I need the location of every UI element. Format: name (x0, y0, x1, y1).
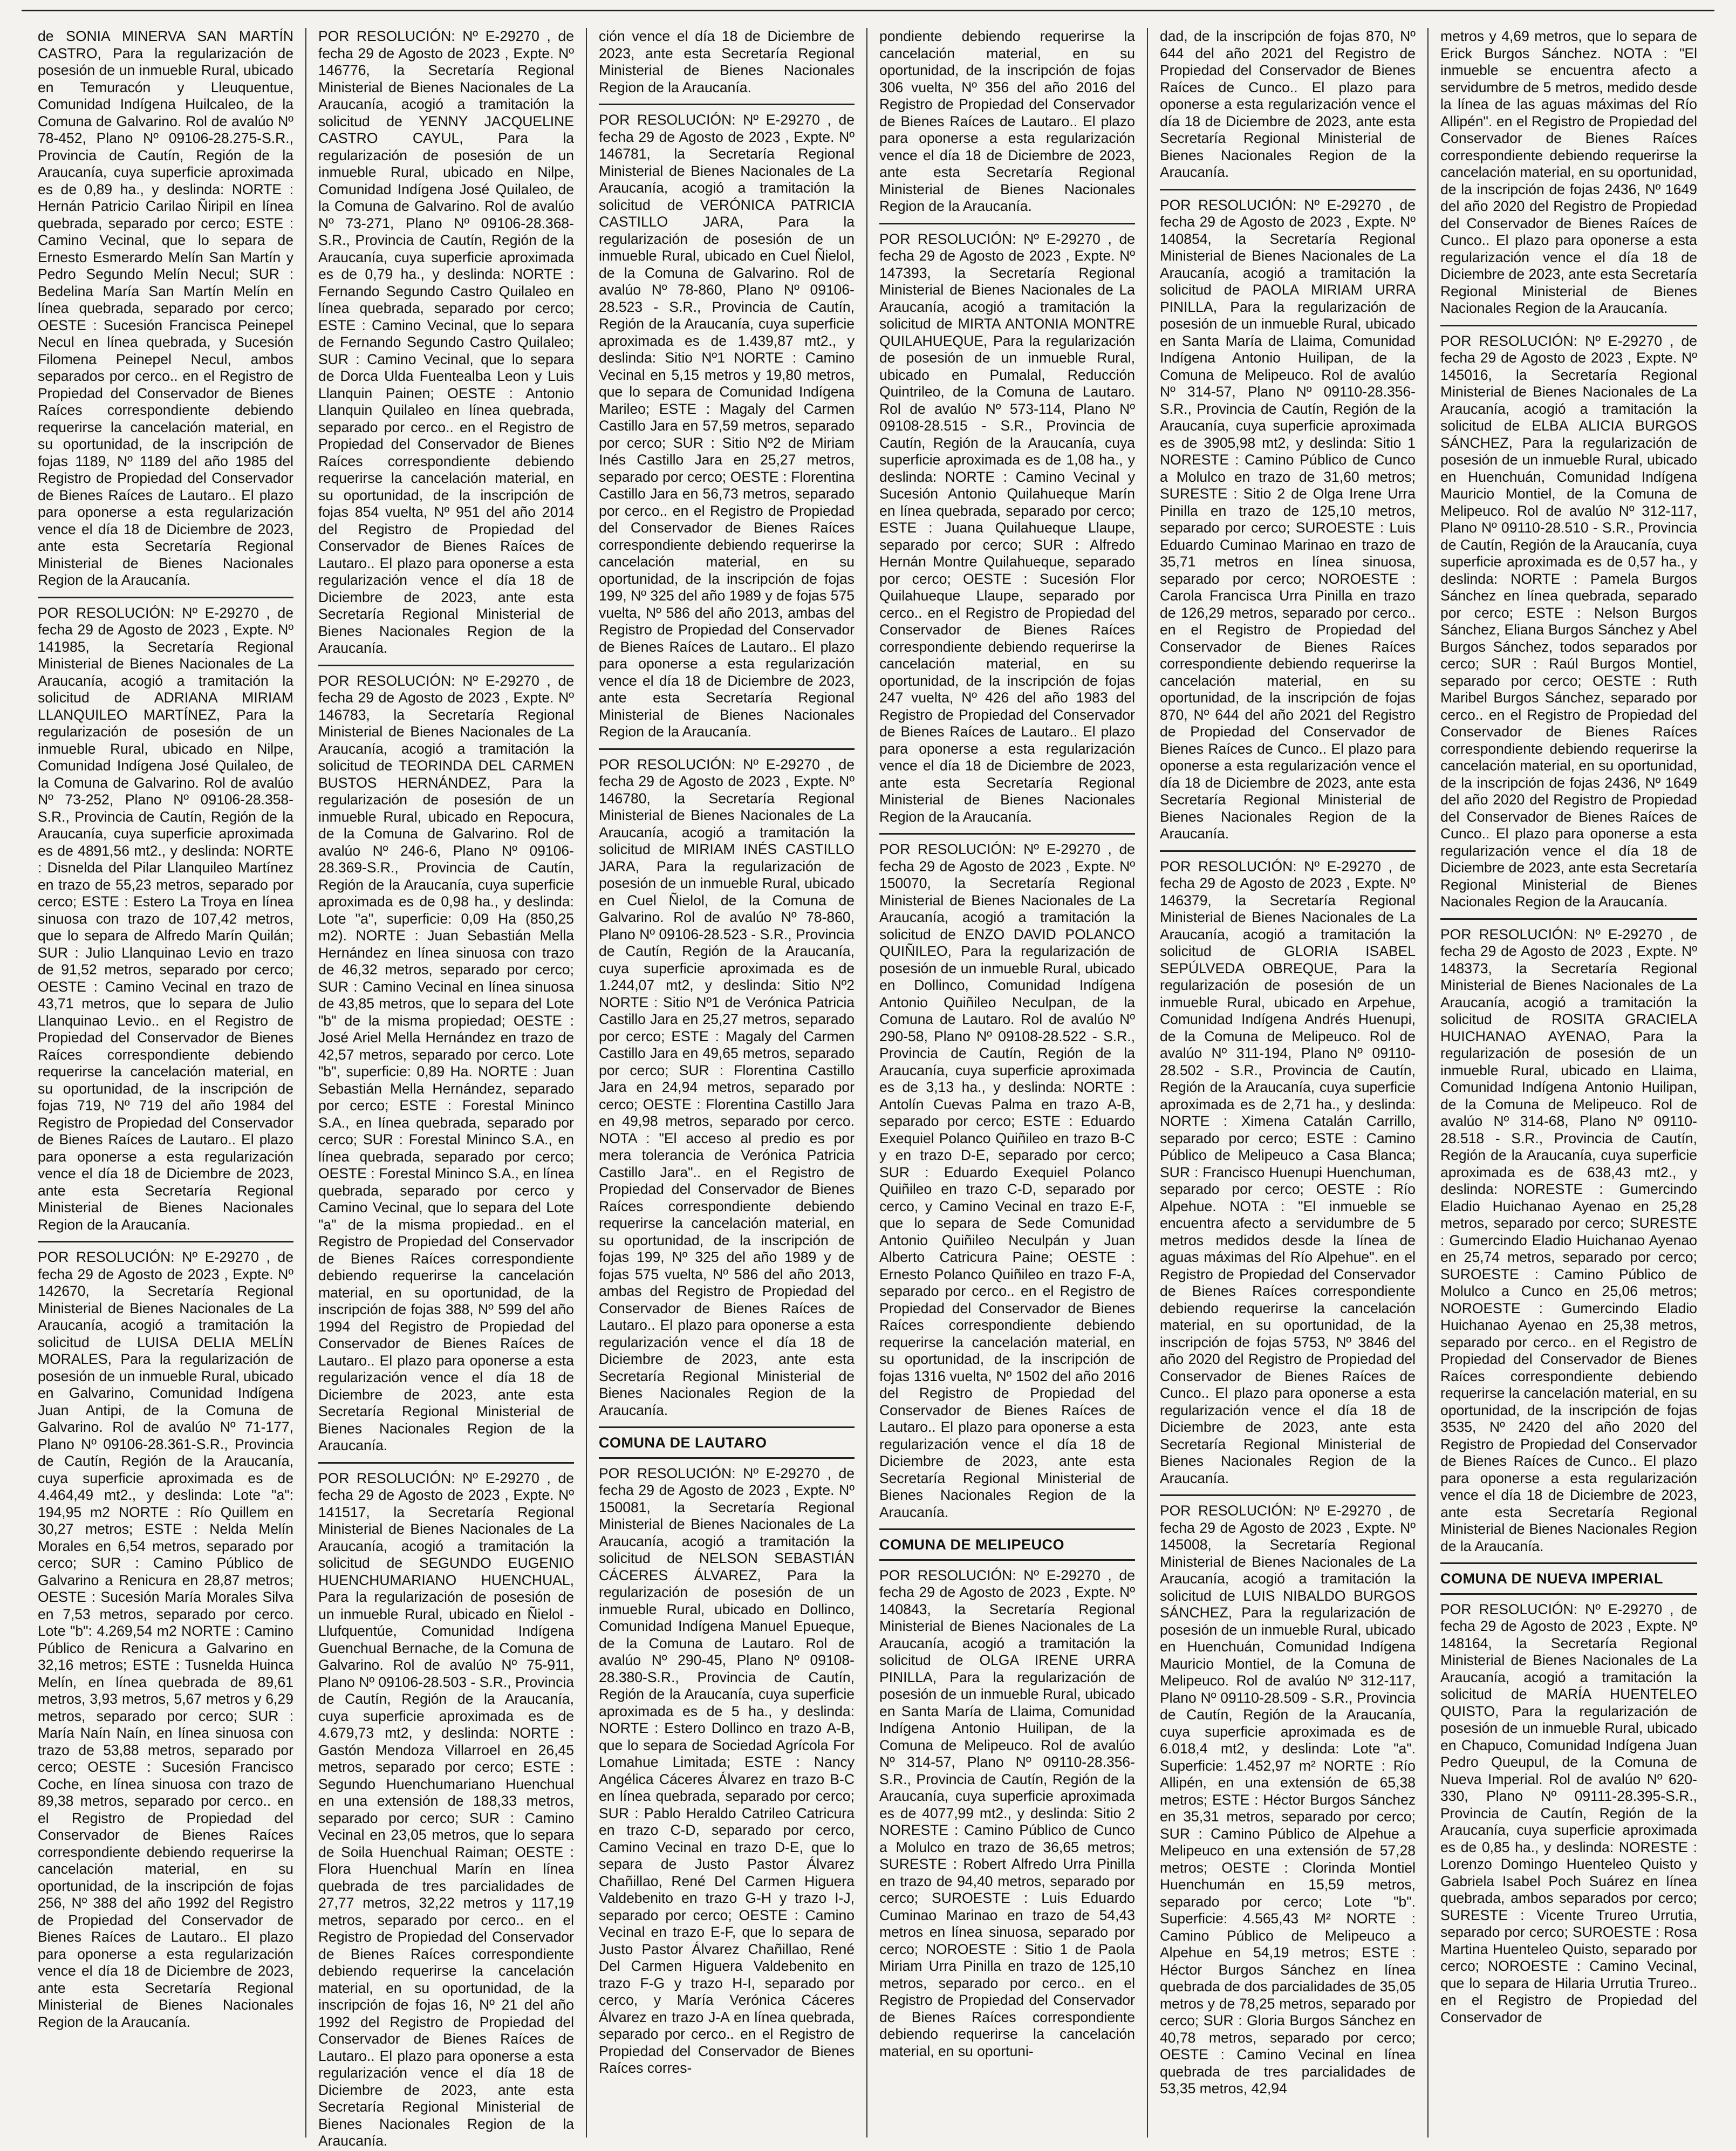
column-4 (867, 28, 1148, 2138)
section-heading: COMUNA DE LAUTARO (599, 1435, 767, 1451)
legal-notice (318, 28, 574, 657)
notice-separator (38, 597, 293, 598)
legal-notice (38, 605, 293, 1234)
section-heading: COMUNA DE NUEVA IMPERIAL (1440, 1570, 1664, 1587)
notice-text: POR RESOLUCIÓN: Nº E-29270 , de fecha 29 de Agosto de 2023 , Expte. Nº 146379, la Secretaría Regional Ministerial de Bienes Nacionales de La Araucanía, acogió a tramitación la solicitud de GLORIA ISABEL SEPÚLVEDA OBREQUE, Para la regularización de posesión de un inmueble Rural, ubicado en Arpehue, Comunidad Indígena Andrés Huenupi, de la Comuna de Melipeuco. Rol de avalúo Nº 311-194, Plano Nº 09110-28.502 - S.R., Provincia de Cautín, Región de la Araucanía, cuya superficie aproximada es de 2,71 ha., y deslinda: NORTE : Ximena Catalán Carrillo, separado por cerco; ESTE : Camino Público de Melipeuco a Casa Blanca; SUR : Francisco Huenupi Huenchuman, separado por cerco; OESTE : Río Alpehue. NOTA : "El inmueble se encuentra afecto a servidumbre de 5 metros medidos desde la línea de aguas máximas del Río Alpehue". en el Registro de Propiedad del Conservador de Bienes Raíces correspondiente debiendo requerirse la cancelación material, en su oportunidad, de la inscripción de fojas 5753, Nº 3846 del año 2020 del Registro de Propiedad del Conservador de Bienes Raíces de Cunco.. El plazo para oponerse a esta regularización vence el día 18 de Diciembre de 2023, ante esta Secretaría Regional Ministerial de Bienes Nacionales Region de la Araucanía. (1160, 858, 1416, 1486)
column-5 (1148, 28, 1429, 2138)
page-columns (26, 28, 1710, 2149)
legal-notice (1160, 28, 1416, 181)
notice-separator (879, 833, 1135, 835)
legal-notice (318, 673, 574, 1455)
legal-notice (599, 1465, 855, 2077)
legal-notice (1440, 333, 1697, 911)
notice-text: POR RESOLUCIÓN: Nº E-29270 , de fecha 29 de Agosto de 2023 , Expte. Nº 150070, la Secretaría Regional Ministerial de Bienes Nacionales de La Araucanía, acogió a tramitación la solicitud de ENZO DAVID POLANCO QUIÑILEO, Para la regularización de posesión de un inmueble Rural, ubicado en Dollinco, Comunidad Indígena Antonio Quiñileo Neculpan, de la Comuna de Lautaro. Rol de avalúo Nº 290-58, Plano Nº 09108-28.522 - S.R., Provincia de Cautín, Región de la Araucanía, cuya superficie aproximada es de 3,13 ha., y deslinda: NORTE : Antolín Cuevas Palma en trazo A-B, separado por cerco; ESTE : Eduardo Exequiel Polanco Quiñileo en trazo B-C y en trazo D-E, separado por cerco; SUR : Eduardo Exequiel Polanco Quiñileo en trazo C-D, separado por cerco, y Camino Vecinal en trazo E-F, que lo separa de Sede Comunidad Antonio Quiñileo Neculpán y Juan Alberto Catricura Paine; OESTE : Ernesto Polanco Quiñileo en trazo F-A, separado por cerco.. en el Registro de Propiedad del Conservador de Bienes Raíces correspondiente debiendo requerirse la cancelación material, en su oportunidad, de la inscripción de fojas 1316 vuelta, Nº 1502 del año 2016 del Registro de Propiedad del Conservador de Bienes Raíces de Lautaro.. El plazo para oponerse a esta regularización vence el día 18 de Diciembre de 2023, ante esta Secretaría Regional Ministerial de Bienes Nacionales Region de la Araucanía. (879, 841, 1135, 1520)
legal-notice (1160, 197, 1416, 843)
column-1 (26, 28, 306, 2138)
legal-notice (1160, 1503, 1416, 2098)
legal-notice (1440, 28, 1697, 317)
column-3 (587, 28, 867, 2138)
section-heading: COMUNA DE MELIPEUCO (879, 1537, 1065, 1553)
notice-text: POR RESOLUCIÓN: Nº E-29270 , de fecha 29 de Agosto de 2023 , Expte. Nº 146783, la Secretaría Regional Ministerial de Bienes Nacionales de La Araucanía, acogió a tramitación la solicitud de TEORINDA DEL CARMEN BUSTOS HERNÁNDEZ, Para la regularización de posesión de un inmueble Rural, ubicado en Repocura, de la Comuna de Galvarino. Rol de avalúo Nº 246-6, Plano Nº 09106-28.369-S.R., Provincia de Cautín, Región de la Araucanía, cuya superficie aproximada es de 0,98 ha., y deslinda: Lote "a", superficie: 0,09 Ha (850,25 m2). NORTE : Juan Sebastián Mella Hernández en línea sinuosa con trazo de 46,32 metros, separado por cerco; SUR : Camino Vecinal en línea sinuosa de 43,85 metros, que lo separa del Lote "b" de la misma propiedad; OESTE : José Ariel Mella Hernández en trazo de 42,57 metros, separado por cerco. Lote "b", superficie: 0,89 Ha. NORTE : Juan Sebastián Mella Hernández, separado por cerco; ESTE : Forestal Mininco S.A., en línea quebrada, separado por cerco; SUR : Forestal Mininco S.A., en línea quebrada, separado por cerco; OESTE : Forestal Mininco S.A., en línea quebrada, separado por cerco y Camino Vecinal, que lo separa del Lote "a" de la misma propiedad.. en el Registro de Propiedad del Conservador de Bienes Raíces correspondiente debiendo requerirse la cancelación material, en su oportunidad, de la inscripción de fojas 388, Nº 599 del año 1994 del Registro de Propiedad del Conservador de Bienes Raíces de Lautaro.. El plazo para oponerse a esta regularización vence el día 18 de Diciembre de 2023, ante esta Secretaría Regional Ministerial de Bienes Nacionales Region de la Araucanía. (318, 672, 574, 1453)
notice-separator (599, 748, 855, 750)
legal-notice (879, 841, 1135, 1521)
section-separator (879, 1559, 1135, 1561)
legal-notice (1440, 1601, 1697, 2026)
notice-separator (1440, 918, 1697, 920)
notice-text: POR RESOLUCIÓN: Nº E-29270 , de fecha 29 de Agosto de 2023 , Expte. Nº 150081, la Secretaría Regional Ministerial de Bienes Nacionales de La Araucanía, acogió a tramitación la solicitud de NELSON SEBASTIÁN CÁCERES ÁLVAREZ, Para la regularización de posesión de un inmueble Rural, ubicado en Dollinco, Comunidad Indígena Manuel Epueque, de la Comuna de Lautaro. Rol de avalúo Nº 290-45, Plano Nº 09108-28.380-S.R., Provincia de Cautín, Región de la Araucanía, cuya superficie aproximada es de 5 ha., y deslinda: NORTE : Estero Dollinco en trazo A-B, que lo separa de Sociedad Agrícola For Lomahue Limitada; ESTE : Nancy Angélica Cáceres Álvarez en trazo B-C en línea quebrada, separado por cerco; SUR : Pablo Heraldo Catrileo Catricura en trazo C-D, separado por cerco, Camino Vecinal en trazo D-E, que lo separa de Justo Pastor Álvarez Chañillao, René Del Carmen Higuera Valdebenito en trazo G-H y trazo I-J, separado por cerco; OESTE : Camino Vecinal en trazo E-F, que lo separa de Justo Pastor Álvarez Chañillao, René Del Carmen Higuera Valdebenito en trazo F-G y trazo H-I, separado por cerco, y María Verónica Cáceres Álvarez en trazo J-A en línea quebrada, separado por cerco.. en el Registro de Propiedad del Conservador de Bienes Raíces corres- (599, 1465, 855, 2076)
column-6 (1429, 28, 1709, 2138)
notice-text: POR RESOLUCIÓN: Nº E-29270 , de fecha 29 de Agosto de 2023 , Expte. Nº 147393, la Secretaría Regional Ministerial de Bienes Nacionales de La Araucanía, acogió a tramitación la solicitud de MIRTA ANTONIA MONTRE QUILAHUEQUE, Para la regularización de posesión de un inmueble Rural, ubicado en Pumalal, Reducción Quintrileo, de la Comuna de Lautaro. Rol de avalúo Nº 573-114, Plano Nº 09108-28.515 - S.R., Provincia de Cautín, Región de la Araucanía, cuya superficie aproximada es de 1,08 ha., y deslinda: NORTE : Camino Vecinal y Sucesión Antonio Quilahueque Marín en línea quebrada, separado por cerco; ESTE : Juana Quilahueque Llaupe, separado por cerco; SUR : Alfredo Hernán Montre Quilahueque, separado por cerco; OESTE : Sucesión Flor Quilahueque Llaupe, separado por cerco.. en el Registro de Propiedad del Conservador de Bienes Raíces correspondiente debiendo requerirse la cancelación material, en su oportunidad, de la inscripción de fojas 247 vuelta, Nº 426 del año 1983 del Registro de Propiedad del Conservador de Bienes Raíces de Lautaro.. El plazo para oponerse a esta regularización vence el día 18 de Diciembre de 2023, ante esta Secretaría Regional Ministerial de Bienes Nacionales Region de la Araucanía. (879, 230, 1135, 825)
notice-text: de SONIA MINERVA SAN MARTÍN CASTRO, Para la regularización de posesión de un inmueble Rural, ubicado en Temuracón y Lleuquentue, Comunidad Indígena Huilcaleo, de la Comuna de Galvarino. Rol de avalúo Nº 78-452, Plano Nº 09106-28.275-S.R., Provincia de Cautín, Región de la Araucanía, cuya superficie aproximada es de 0,89 ha., y deslinda: NORTE : Hernán Patricio Carilao Ñiripil en línea quebrada, separado por cerco; ESTE : Camino Vecinal, que lo separa de Ernesto Esmerardo Melín San Martín y Pedro Segundo Melín Necul; SUR : Bedelina María San Martín Melín en línea quebrada, separado por cerco; OESTE : Sucesión Francisca Peinepel Necul en línea quebrada, y Sucesión Filomena Peinepel Necul, ambos separados por cerco.. en el Registro de Propiedad del Conservador de Bienes Raíces correspondiente debiendo requerirse la cancelación material, en su oportunidad, de la inscripción de fojas 1189, Nº 1189 del año 1985 del Registro de Propiedad del Conservador de Bienes Raíces de Lautaro.. El plazo para oponerse a esta regularización vence el día 18 de Diciembre de 2023, ante esta Secretaría Regional Ministerial de Bienes Nacionales Region de la Araucanía. (38, 28, 293, 588)
section-separator (879, 1528, 1135, 1530)
legal-notice (599, 28, 855, 96)
legal-notice (1160, 858, 1416, 1487)
notice-text: POR RESOLUCIÓN: Nº E-29270 , de fecha 29 de Agosto de 2023 , Expte. Nº 140854, la Secretaría Regional Ministerial de Bienes Nacionales de La Araucanía, acogió a tramitación la solicitud de PAOLA MIRIAM URRA PINILLA, Para la regularización de posesión de un inmueble Rural, ubicado en Santa María de Llaima, Comunidad Indígena Antonio Huilipan, de la Comuna de Melipeuco. Rol de avalúo Nº 314-57, Plano Nº 09110-28.356-S.R., Provincia de Cautín, Región de la Araucanía, cuya superficie aproximada es de 3905,98 mt2, y deslinda: Sitio 1 NORESTE : Camino Público de Cunco a Molulco en trazo de 31,60 metros; SURESTE : Sitio 2 de Olga Irene Urra Pinilla en trazo de 125,10 metros, separado por cerco; SUROESTE : Luis Eduardo Cuminao Marinao en trazo de 35,71 metros en línea sinuosa, separado por cerco; NOROESTE : Carola Francisca Urra Pinilla en trazo de 126,29 metros, separado por cerco.. en el Registro de Propiedad del Conservador de Bienes Raíces correspondiente debiendo requerirse la cancelación material, en su oportunidad, de la inscripción de fojas 870, Nº 644 del año 2021 del Registro de Propiedad del Conservador de Bienes Raíces de Cunco.. El plazo para oponerse a esta regularización vence el día 18 de Diciembre de 2023, ante esta Secretaría Regional Ministerial de Bienes Nacionales Region de la Araucanía. (1160, 196, 1416, 842)
notice-text: POR RESOLUCIÓN: Nº E-29270 , de fecha 29 de Agosto de 2023 , Expte. Nº 141985, la Secretaría Regional Ministerial de Bienes Nacionales de La Araucanía, acogió a tramitación la solicitud de ADRIANA MIRIAM LLANQUILEO MARTÍNEZ, Para la regularización de posesión de un inmueble Rural, ubicado en Nilpe, Comunidad Indígena José Quilaleo, de la Comuna de Galvarino. Rol de avalúo Nº 73-252, Plano Nº 09106-28.358-S.R., Provincia de Cautín, Región de la Araucanía, cuya superficie aproximada es de 4891,56 mt2., y deslinda: NORTE : Disnelda del Pilar Llanquileo Martínez en trazo de 55,23 metros, separado por cerco; ESTE : Estero La Troya en línea sinuosa con trazo de 107,42 metros, que lo separa de Alfredo Marín Quilán; SUR : Julio Llanquinao Levio en trazo de 91,52 metros, separado por cerco; OESTE : Camino Vecinal en trazo de 43,71 metros, que lo separa de Julio Llanquinao Levio.. en el Registro de Propiedad del Conservador de Bienes Raíces correspondiente debiendo requerirse la cancelación material, en su oportunidad, de la inscripción de fojas 719, Nº 719 del año 1984 del Registro de Propiedad del Conservador de Bienes Raíces de Lautaro.. El plazo para oponerse a esta regularización vence el día 18 de Diciembre de 2023, ante esta Secretaría Regional Ministerial de Bienes Nacionales Region de la Araucanía. (38, 604, 293, 1233)
notice-separator (1160, 850, 1416, 852)
notice-text: POR RESOLUCIÓN: Nº E-29270 , de fecha 29 de Agosto de 2023 , Expte. Nº 148164, la Secretaría Regional Ministerial de Bienes Nacionales de La Araucanía, acogió a tramitación la solicitud de MARÍA HUENTELEO QUISTO, Para la regularización de posesión de un inmueble Rural, ubicado en Chapuco, Comunidad Indígena Juan Pedro Queupul, de la Comuna de Nueva Imperial. Rol de avalúo Nº 620-330, Plano Nº 09111-28.395-S.R., Provincia de Cautín, Región de la Araucanía, cuya superficie aproximada es de 0,85 ha., y deslinda: NORESTE : Lorenzo Domingo Huenteleo Quisto y Gabriela Isabel Poch Suárez en línea quebrada, ambos separados por cerco; SURESTE : Vicente Trureo Urrutia, separado por cerco; SUROESTE : Rosa Martina Huenteleo Quisto, separado por cerco; NOROESTE : Camino Vecinal, que lo separa de Hilaria Urrutia Trureo.. en el Registro de Propiedad del Conservador de (1440, 1601, 1697, 2025)
notice-text: dad, de la inscripción de fojas 870, Nº 644 del año 2021 del Registro de Propiedad del Conservador de Bienes Raíces de Cunco.. El plazo para oponerse a esta regularización vence el día 18 de Diciembre de 2023, ante esta Secretaría Regional Ministerial de Bienes Nacionales Region de la Araucanía. (1160, 28, 1416, 180)
notice-separator (599, 104, 855, 105)
legal-notice (879, 28, 1135, 215)
top-rule (22, 10, 1714, 11)
notice-text: metros y 4,69 metros, que lo separa de Erick Burgos Sánchez. NOTA : "El inmueble se encuentra afecto a servidumbre de 5 metros, medido desde la línea de las aguas máximas del Río Allipén". en el Registro de Propiedad del Conservador de Bienes Raíces correspondiente debiendo requerirse la cancelación material, en su oportunidad, de la inscripción de fojas 2436, Nº 1649 del año 2020 del Registro de Propiedad del Conservador de Bienes Raíces de Cunco.. El plazo para oponerse a esta regularización vence el día 18 de Diciembre de 2023, ante esta Secretaría Regional Ministerial de Bienes Nacionales Region de la Araucanía. (1440, 28, 1697, 316)
notice-separator (879, 223, 1135, 224)
section-separator (599, 1426, 855, 1428)
notice-text: POR RESOLUCIÓN: Nº E-29270 , de fecha 29 de Agosto de 2023 , Expte. Nº 145008, la Secretaría Regional Ministerial de Bienes Nacionales de La Araucanía, acogió a tramitación la solicitud de LUIS NIBALDO BURGOS SÁNCHEZ, Para la regularización de posesión de un inmueble Rural, ubicado en Huenchuán, Comunidad Indígena Mauricio Montiel, de la Comuna de Melipeuco. Rol de avalúo Nº 312-117, Plano Nº 09110-28.509 - S.R., Provincia de Cautín, Región de la Araucanía, cuya superficie aproximada es de 6.018,4 mt2, y deslinda: Lote "a". Superficie: 1.452,97 m² NORTE : Río Allipén, en una extensión de 65,38 metros; ESTE : Héctor Burgos Sánchez en 35,31 metros, separado por cerco; SUR : Camino Público de Alpehue a Melipeuco en una extensión de 57,28 metros; OESTE : Clorinda Montiel Huenchumán en 15,59 metros, separado por cerco; Lote "b". Superficie: 4.565,43 M² NORTE : Camino Público de Melipeuco a Alpehue en 54,19 metros; ESTE : Héctor Burgos Sánchez en línea quebrada de dos parcialidades de 35,05 metros y de 78,25 metros, separado por cerco; SUR : Gloria Burgos Sánchez en 40,78 metros, separado por cerco; OESTE : Camino Vecinal en línea quebrada de tres parcialidades de 53,35 metros, 42,94 (1160, 1503, 1416, 2097)
legal-notice (318, 1470, 574, 2150)
legal-notice (879, 231, 1135, 826)
legal-notice (599, 112, 855, 741)
legal-notice (1440, 926, 1697, 1555)
notice-text: pondiente debiendo requerirse la cancelación material, en su oportunidad, de la inscripción de fojas 306 vuelta, Nº 356 del año 2016 del Registro de Propiedad del Conservador de Bienes Raíces de Lautaro.. El plazo para oponerse a esta regularización vence el día 18 de Diciembre de 2023, ante esta Secretaría Regional Ministerial de Bienes Nacionales Region de la Araucanía. (879, 28, 1135, 214)
notice-text: ción vence el día 18 de Diciembre de 2023, ante esta Secretaría Regional Ministerial de Bienes Nacionales Region de la Araucanía. (599, 28, 855, 95)
notice-text: POR RESOLUCIÓN: Nº E-29270 , de fecha 29 de Agosto de 2023 , Expte. Nº 148373, la Secretaría Regional Ministerial de Bienes Nacionales de La Araucanía, acogió a tramitación la solicitud de ROSITA GRACIELA HUICHANAO AYENAO, Para la regularización de posesión de un inmueble Rural, ubicado en Llaima, Comunidad Indígena Antonio Huilipan, de la Comuna de Melipeuco. Rol de avalúo Nº 314-68, Plano Nº 09110-28.518 - S.R., Provincia de Cautín, Región de la Araucanía, cuya superficie aproximada es de 638,43 mt2., y deslinda: NORESTE : Gumercindo Eladio Huichanao Ayenao en 25,28 metros, separado por cerco; SURESTE : Gumercindo Eladio Huichanao Ayenao en 25,74 metros, separado por cerco; SUROESTE : Camino Público de Molulco a Cunco en 25,06 metros; NOROESTE : Gumercindo Eladio Huichanao Ayenao en 25,38 metros, separado por cerco.. en el Registro de Propiedad del Conservador de Bienes Raíces correspondiente debiendo requerirse la cancelación material, en su oportunidad, de la inscripción de fojas 3535, Nº 2420 del año 2020 del Registro de Propiedad del Conservador de Bienes Raíces de Cunco.. El plazo para oponerse a esta regularización vence el día 18 de Diciembre de 2023, ante esta Secretaría Regional Ministerial de Bienes Nacionales Region de la Araucanía. (1440, 926, 1697, 1554)
section-separator (1440, 1593, 1697, 1595)
notice-text: POR RESOLUCIÓN: Nº E-29270 , de fecha 29 de Agosto de 2023 , Expte. Nº 142670, la Secretaría Regional Ministerial de Bienes Nacionales de La Araucanía, acogió a tramitación la solicitud de LUISA DELIA MELÍN MORALES, Para la regularización de posesión de un inmueble Rural, ubicado en Galvarino, Comunidad Indígena Juan Antipi, de la Comuna de Galvarino. Rol de avalúo Nº 71-177, Plano Nº 09106-28.361-S.R., Provincia de Cautín, Región de la Araucanía, cuya superficie aproximada es de 4.464,49 mt2., y deslinda: Lote "a": 194,95 m2 NORTE : Río Quillem en 30,27 metros; ESTE : Nelda Melín Morales en 6,54 metros, separado por cerco; SUR : Camino Público de Galvarino a Renicura en 28,87 metros; OESTE : Sucesión María Morales Silva en 7,53 metros, separado por cerco. Lote "b": 4.269,54 m2 NORTE : Camino Público de Renicura a Galvarino en 32,16 metros; ESTE : Tusnelda Huinca Melín, en línea quebrada de 89,61 metros, 3,93 metros, 5,67 metros y 6,29 metros, separado por cerco; SUR : María Naín Naín, en línea sinuosa con trazo de 53,88 metros, separado por cerco; OESTE : Sucesión Francisco Coche, en línea sinuosa con trazo de 89,38 metros, separado por cerco.. en el Registro de Propiedad del Conservador de Bienes Raíces correspondiente debiendo requerirse la cancelación material, en su oportunidad, de la inscripción de fojas 256, Nº 388 del año 1992 del Registro de Propiedad del Conservador de Bienes Raíces de Lautaro.. El plazo para oponerse a esta regularización vence el día 18 de Diciembre de 2023, ante esta Secretaría Regional Ministerial de Bienes Nacionales Region de la Araucanía. (38, 1249, 293, 2030)
notice-separator (1160, 189, 1416, 190)
notice-text: POR RESOLUCIÓN: Nº E-29270 , de fecha 29 de Agosto de 2023 , Expte. Nº 146781, la Secretaría Regional Ministerial de Bienes Nacionales de La Araucanía, acogió a tramitación la solicitud de VERÓNICA PATRICIA CASTILLO JARA, Para la regularización de posesión de un inmueble Rural, ubicado en Cuel Ñielol, de la Comuna de Galvarino. Rol de avalúo Nº 78-860, Plano Nº 09106-28.523 - S.R., Provincia de Cautín, Región de la Araucanía, cuya superficie aproximada es de 1.439,87 mt2., y deslinda: Sitio Nº1 NORTE : Camino Vecinal en 5,15 metros y 19,80 metros, que lo separa de Comunidad Indígena Marileo; ESTE : Magaly del Carmen Castillo Jara en 57,59 metros, separado por cerco; SUR : Sitio Nº2 de Miriam Inés Castillo Jara en 25,27 metros, separado por cerco; OESTE : Florentina Castillo Jara en 56,73 metros, separado por cerco.. en el Registro de Propiedad del Conservador de Bienes Raíces correspondiente debiendo requerirse la cancelación material, en su oportunidad, de la inscripción de fojas 199, Nº 325 del año 1989 y de fojas 575 vuelta, Nº 586 del año 2013, ambas del Registro de Propiedad del Conservador de Bienes Raíces de Lautaro.. El plazo para oponerse a esta regularización vence el día 18 de Diciembre de 2023, ante esta Secretaría Regional Ministerial de Bienes Nacionales Region de la Araucanía. (599, 112, 855, 740)
notice-text: POR RESOLUCIÓN: Nº E-29270 , de fecha 29 de Agosto de 2023 , Expte. Nº 146780, la Secretaría Regional Ministerial de Bienes Nacionales de La Araucanía, acogió a tramitación la solicitud de MIRIAM INÉS CASTILLO JARA, Para la regularización de posesión de un inmueble Rural, ubicado en Cuel Ñielol, de la Comuna de Galvarino. Rol de avalúo Nº 78-860, Plano Nº 09106-28.523 - S.R., Provincia de Cautín, Región de la Araucanía, cuya superficie aproximada es de 1.244,07 mt2, y deslinda: Sitio Nº2 NORTE : Sitio Nº1 de Verónica Patricia Castillo Jara en 25,27 metros, separado por cerco; ESTE : Magaly del Carmen Castillo Jara en 49,65 metros, separado por cerco; SUR : Florentina Castillo Jara en 24,94 metros, separado por cerco; OESTE : Florentina Castillo Jara en 49,98 metros, separado por cerco. NOTA : "El acceso al predio es por mera tolerancia de Verónica Patricia Castillo Jara".. en el Registro de Propiedad del Conservador de Bienes Raíces correspondiente debiendo requerirse la cancelación material, en su oportunidad, de la inscripción de fojas 199, Nº 325 del año 1989 y de fojas 575 vuelta, Nº 586 del año 2013, ambas del Registro de Propiedad del Conservador de Bienes Raíces de Lautaro.. El plazo para oponerse a esta regularización vence el día 18 de Diciembre de 2023, ante esta Secretaría Regional Ministerial de Bienes Nacionales Region de la Araucanía. (599, 756, 855, 1418)
legal-notice (599, 756, 855, 1419)
notice-text: POR RESOLUCIÓN: Nº E-29270 , de fecha 29 de Agosto de 2023 , Expte. Nº 146776, la Secretaría Regional Ministerial de Bienes Nacionales de La Araucanía, acogió a tramitación la solicitud de YENNY JACQUELINE CASTRO CAYUL, Para la regularización de posesión de un inmueble Rural, ubicado en Nilpe, Comunidad Indígena José Quilaleo, de la Comuna de Galvarino. Rol de avalúo Nº 73-271, Plano Nº 09106-28.368-S.R., Provincia de Cautín, Región de la Araucanía, cuya superficie aproximada es de 0,79 ha., y deslinda: NORTE : Fernando Segundo Castro Quilaleo en línea quebrada, separado por cerco; ESTE : Camino Vecinal, que lo separa de Fernando Segundo Castro Quilaleo; SUR : Camino Vecinal, que lo separa de Dorca Ulda Fuentealba Leon y Luis Llanquin Painen; OESTE : Antonio Llanquin Quilaleo en línea quebrada, separado por cerco.. en el Registro de Propiedad del Conservador de Bienes Raíces correspondiente debiendo requerirse la cancelación material, en su oportunidad, de la inscripción de fojas 854 vuelta, Nº 951 del año 2014 del Registro de Propiedad del Conservador de Bienes Raíces de Lautaro.. El plazo para oponerse a esta regularización vence el día 18 de Diciembre de 2023, ante esta Secretaría Regional Ministerial de Bienes Nacionales Region de la Araucanía. (318, 28, 574, 656)
notice-text: POR RESOLUCIÓN: Nº E-29270 , de fecha 29 de Agosto de 2023 , Expte. Nº 145016, la Secretaría Regional Ministerial de Bienes Nacionales de La Araucanía, acogió a tramitación la solicitud de ELBA ALICIA BURGOS SÁNCHEZ, Para la regularización de posesión de un inmueble Rural, ubicado en Huenchuán, Comunidad Indígena Mauricio Montiel, de la Comuna de Melipeuco. Rol de avalúo Nº 312-117, Plano Nº 09110-28.510 - S.R., Provincia de Cautín, Región de la Araucanía, cuya superficie aproximada es de 0,57 ha., y deslinda: NORTE : Pamela Burgos Sánchez en línea quebrada, separado por cerco; ESTE : Nelson Burgos Sánchez, Eliana Burgos Sánchez y Abel Burgos Sánchez, todos separados por cerco; SUR : Raúl Burgos Montiel, separado por cerco; OESTE : Ruth Maribel Burgos Sánchez, separado por cerco.. en el Registro de Propiedad del Conservador de Bienes Raíces correspondiente debiendo requerirse la cancelación material, en su oportunidad, de la inscripción de fojas 2436, Nº 1649 del año 2020 del Registro de Propiedad del Conservador de Bienes Raíces de Cunco.. El plazo para oponerse a esta regularización vence el día 18 de Diciembre de 2023, ante esta Secretaría Regional Ministerial de Bienes Nacionales Region de la Araucanía. (1440, 332, 1697, 910)
notice-separator (318, 1462, 574, 1464)
column-2 (306, 28, 587, 2149)
legal-notice (38, 1249, 293, 2031)
notice-text: POR RESOLUCIÓN: Nº E-29270 , de fecha 29 de Agosto de 2023 , Expte. Nº 140843, la Secretaría Regional Ministerial de Bienes Nacionales de La Araucanía, acogió a tramitación la solicitud de OLGA IRENE URRA PINILLA, Para la regularización de posesión de un inmueble Rural, ubicado en Santa María de Llaima, Comunidad Indígena Antonio Huilipan, de la Comuna de Melipeuco. Rol de avalúo Nº 314-57, Plano Nº 09110-28.356-S.R., Provincia de Cautín, Región de la Araucanía, cuya superficie aproximada es de 4077,99 mt2., y deslinda: Sitio 2 NORESTE : Camino Público de Cunco a Molulco en trazo de 36,65 metros; SURESTE : Robert Alfredo Urra Pinilla en trazo de 94,40 metros, separado por cerco; SUROESTE : Luis Eduardo Cuminao Marinao en trazo de 54,43 metros en línea sinuosa, separado por cerco; NOROESTE : Sitio 1 de Paola Miriam Urra Pinilla en trazo de 125,10 metros, separado por cerco.. en el Registro de Propiedad del Conservador de Bienes Raíces correspondiente debiendo requerirse la cancelación material, en su oportuni- (879, 1567, 1135, 2059)
notice-text: POR RESOLUCIÓN: Nº E-29270 , de fecha 29 de Agosto de 2023 , Expte. Nº 141517, la Secretaría Regional Ministerial de Bienes Nacionales de La Araucanía, acogió a tramitación la solicitud de SEGUNDO EUGENIO HUENCHUMARIANO HUENCHUAL, Para la regularización de posesión de un inmueble Rural, ubicado en Ñielol - Llufquentúe, Comunidad Indígena Guenchual Bernache, de la Comuna de Galvarino. Rol de avalúo Nº 75-911, Plano Nº 09106-28.503 - S.R., Provincia de Cautín, Región de la Araucanía, cuya superficie aproximada es de 4.679,73 mt2, y deslinda: NORTE : Gastón Mendoza Villarroel en 26,45 metros, separado por cerco; ESTE : Segundo Huenchumariano Huenchual en una extensión de 188,33 metros, separado por cerco; SUR : Camino Vecinal en 23,05 metros, que lo separa de Soila Huenchual Raiman; OESTE : Flora Huenchual Marín en línea quebrada de tres parcialidades de 27,77 metros, 32,22 metros y 117,19 metros, separado por cerco.. en el Registro de Propiedad del Conservador de Bienes Raíces correspondiente debiendo requerirse la cancelación material, en su oportunidad, de la inscripción de fojas 16, Nº 21 del año 1992 del Registro de Propiedad del Conservador de Bienes Raíces de Lautaro.. El plazo para oponerse a esta regularización vence el día 18 de Diciembre de 2023, ante esta Secretaría Regional Ministerial de Bienes Nacionales Region de la Araucanía. (318, 1470, 574, 2149)
section-separator (1440, 1562, 1697, 1564)
section-separator (599, 1457, 855, 1459)
notice-separator (1440, 325, 1697, 326)
legal-notice (879, 1567, 1135, 2060)
legal-notice (38, 28, 293, 589)
notice-separator (38, 1241, 293, 1242)
notice-separator (318, 665, 574, 666)
notice-separator (1160, 1494, 1416, 1496)
